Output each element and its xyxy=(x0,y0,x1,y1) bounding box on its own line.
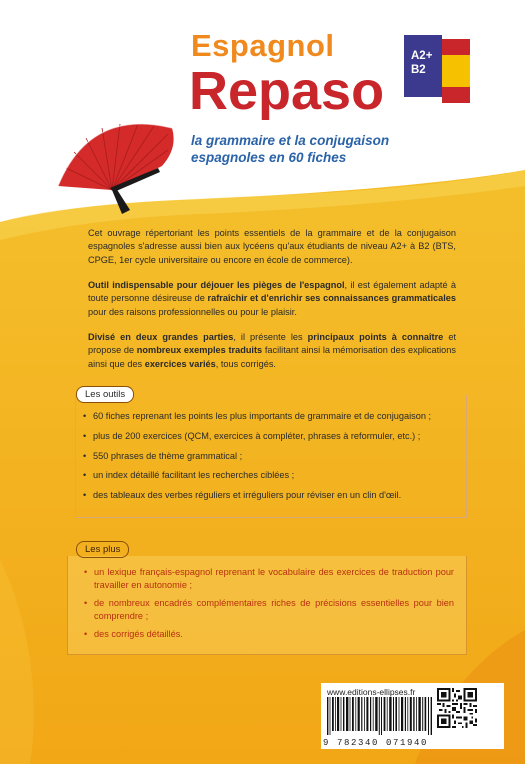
list-item xyxy=(83,450,461,463)
bullet-icon: • xyxy=(83,470,87,481)
subtitle-line-1: la grammaire et la conjugaison xyxy=(191,133,390,148)
qr-code-icon[interactable] xyxy=(437,688,477,728)
outils-item-text: un index détaillé facilitant les recherches ciblées ; xyxy=(93,470,295,481)
list-item xyxy=(84,628,454,641)
publisher-url: www.editions-ellipses.fr xyxy=(327,687,416,697)
p3-bold-4: exercices variés xyxy=(144,358,216,369)
outils-list xyxy=(83,410,461,509)
list-item xyxy=(84,597,454,623)
list-item xyxy=(83,430,461,443)
list-item xyxy=(84,566,454,592)
p3-bold-1: Divisé en deux grandes parties xyxy=(88,332,234,342)
p3-text-3: facilitant ainsi la mémorisation des explications ainsi que des xyxy=(88,345,456,369)
plus-label: Les plus xyxy=(76,541,129,558)
barcode-icon xyxy=(327,697,433,735)
p3-bold-3: nombreux exemples traduits xyxy=(136,345,263,356)
bullet-icon: • xyxy=(83,450,87,461)
list-item xyxy=(83,410,461,423)
p3-text-2: et propose de xyxy=(88,332,456,356)
intro-paragraph-2 xyxy=(88,279,456,319)
p2-bold-1: Outil indispensable pour déjouer les pièges de l'espagnol xyxy=(88,280,345,290)
p3-text-1: , il présente les xyxy=(233,332,308,342)
outils-item-text: des tableaux des verbes réguliers et irréguliers pour réviser en un clin d'œil. xyxy=(93,490,402,501)
outils-label: Les outils xyxy=(76,386,134,403)
p2-text-2: pour des raisons professionnelles ou pour le plaisir. xyxy=(88,306,297,317)
plus-item-text: des corrigés détaillés. xyxy=(94,629,183,639)
bullet-icon: • xyxy=(84,629,88,639)
outils-item-text: 60 fiches reprenant les points les plus importants de grammaire et de conjugaison ; xyxy=(93,411,432,421)
outils-item-text: 550 phrases de thème grammatical ; xyxy=(93,450,243,461)
p3-text-4: , tous corrigés. xyxy=(215,358,276,369)
bullet-icon: • xyxy=(83,490,87,501)
intro-paragraph-1: Cet ouvrage répertoriant les points essentiels de la grammaire et de la conjugaison espagnoles s'adresse aussi bien aux lycéens qu'aux étudiants de niveau A2+ à B2 (BTS, CPGE, 1er cycle universitaire ou encore en école de commerce). xyxy=(88,228,456,265)
series-title: Espagnol xyxy=(191,28,335,63)
p3-bold-2: principaux points à connaître xyxy=(307,332,444,342)
list-item xyxy=(83,489,461,502)
bullet-icon: • xyxy=(84,567,88,577)
main-title: Repaso xyxy=(189,61,385,121)
subtitle xyxy=(191,132,389,166)
intro-paragraph-3 xyxy=(88,331,456,371)
level-line-1: A2+ xyxy=(411,50,433,62)
level-badge xyxy=(404,35,442,97)
spain-flag-icon xyxy=(442,39,470,103)
isbn-number: 9 782340 071940 xyxy=(323,738,429,748)
plus-item-text: de nombreux encadrés complémentaires riches de précisions essentielles pour bien comprendre ; xyxy=(94,598,454,622)
hand-fan-illustration xyxy=(50,118,180,218)
bullet-icon: • xyxy=(83,411,87,421)
plus-list xyxy=(84,566,454,646)
p2-text-1: , il est également adapté à toute personne désireuse de xyxy=(88,280,456,304)
outils-item-text: plus de 200 exercices (QCM, exercices à compléter, phrases à reformuler, etc.) ; xyxy=(93,430,421,441)
list-item xyxy=(83,469,461,482)
plus-item-text: un lexique français-espagnol reprenant le vocabulaire des exercices de traduction pour travailler en autonomie ; xyxy=(94,567,454,591)
bullet-icon: • xyxy=(84,598,88,608)
subtitle-line-2: espagnoles en 60 fiches xyxy=(191,150,347,165)
p2-bold-2: rafraîchir et d'enrichir ses connaissances grammaticales xyxy=(207,293,456,304)
bullet-icon: • xyxy=(83,430,87,441)
level-line-2: B2 xyxy=(411,64,426,76)
